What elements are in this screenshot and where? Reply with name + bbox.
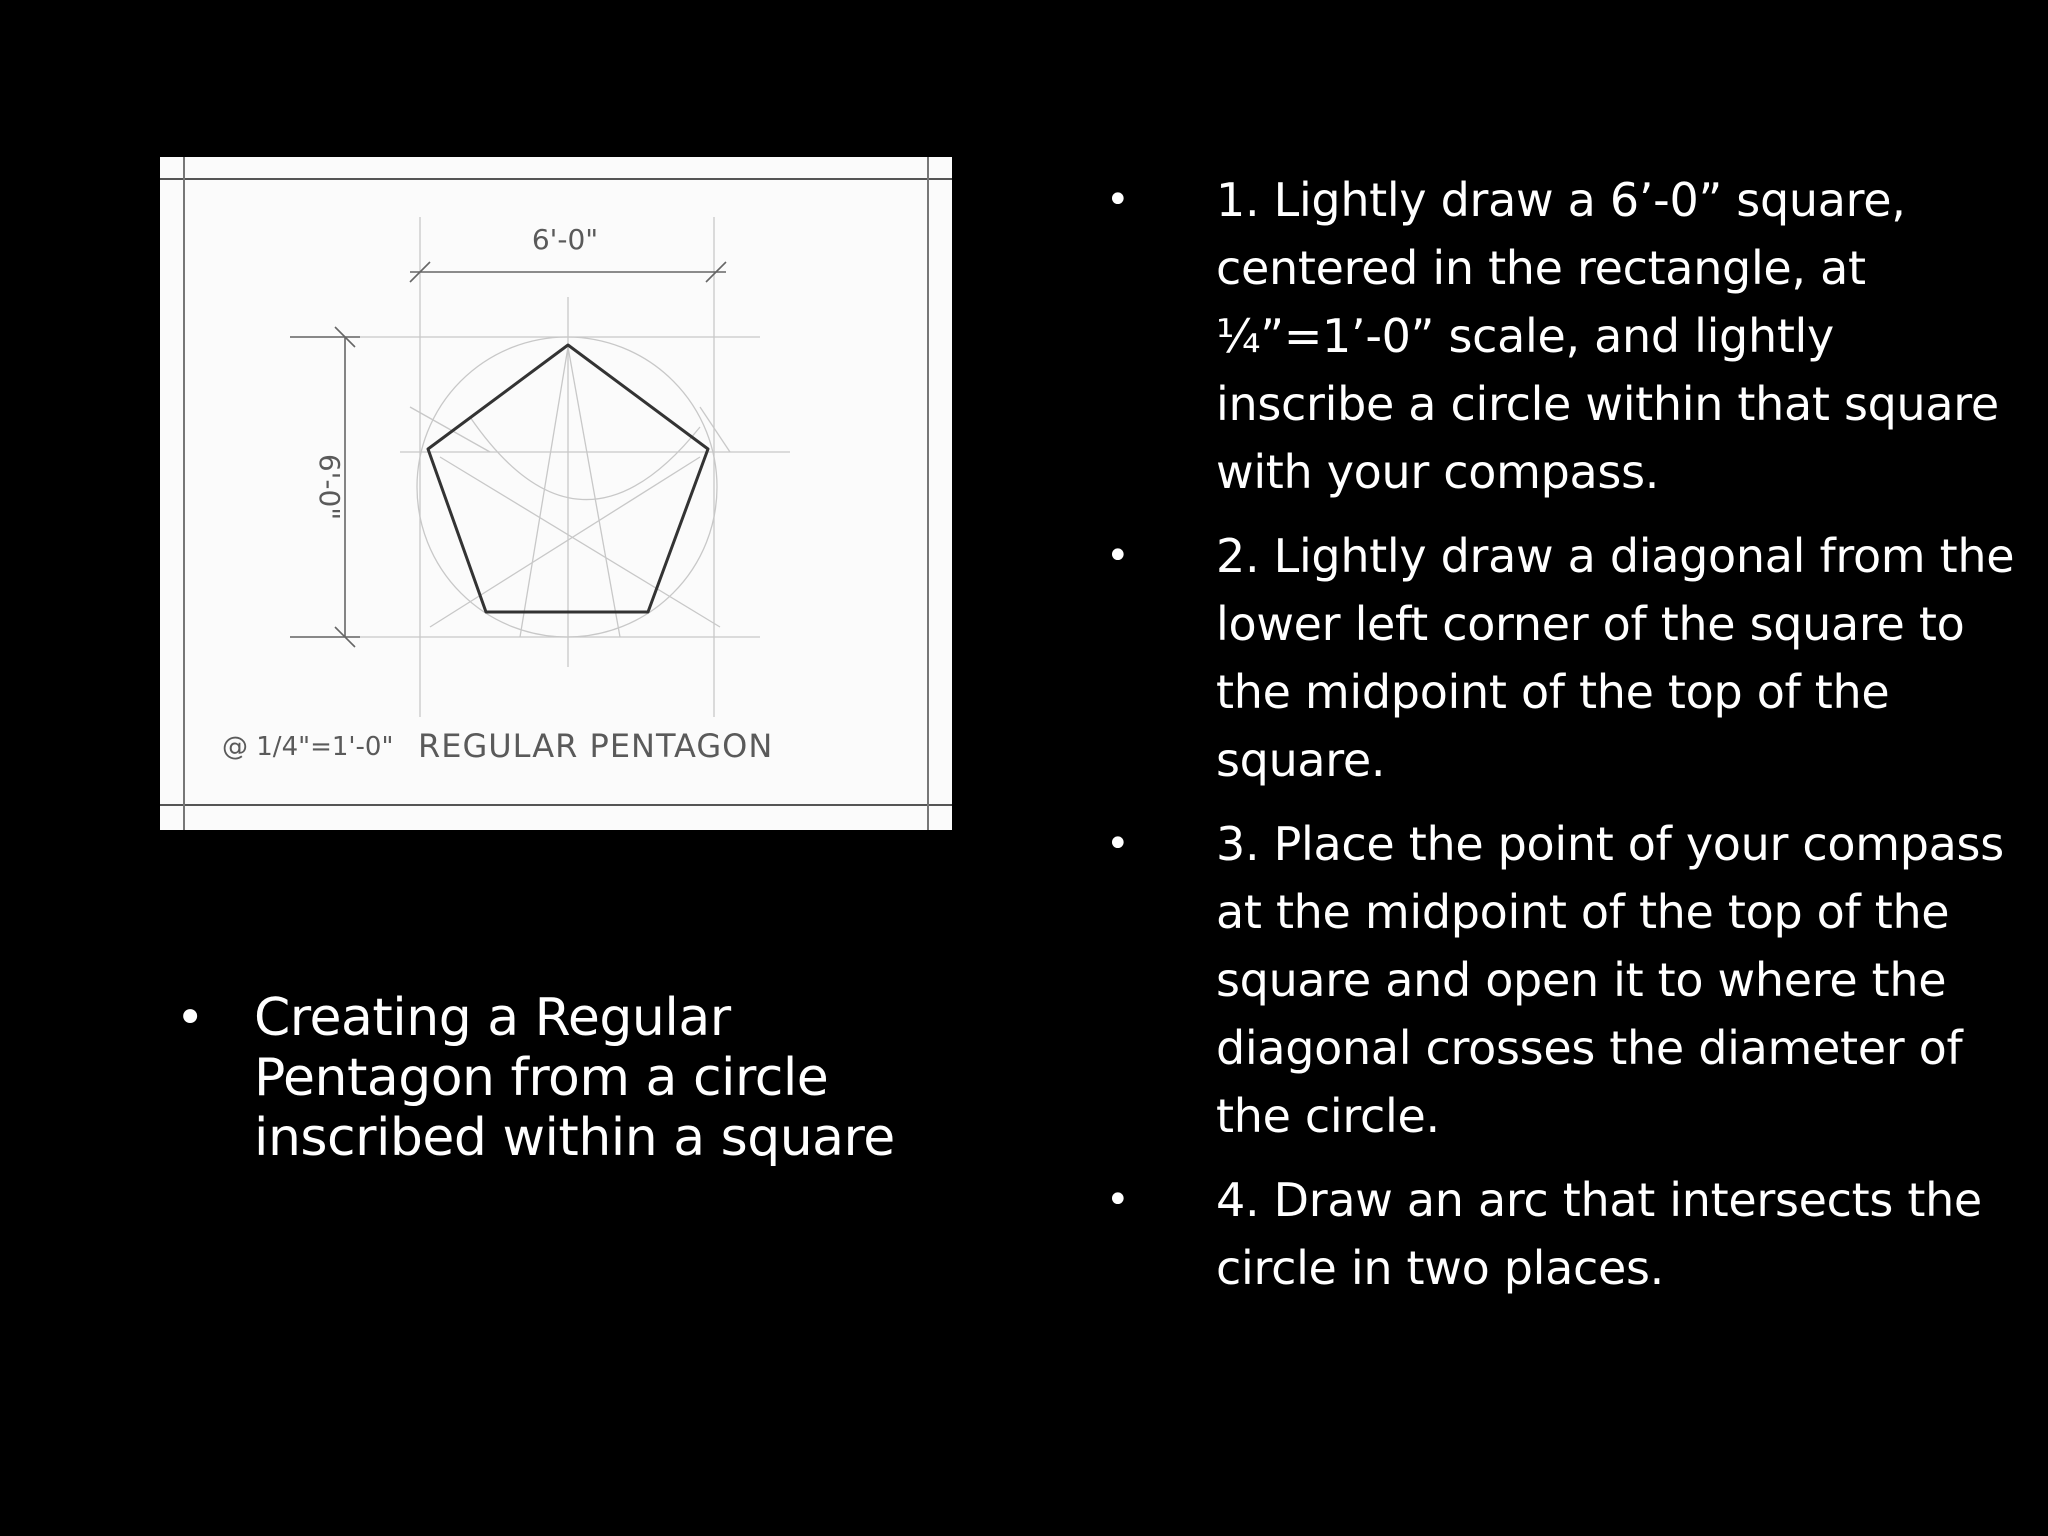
bullet-mark: • xyxy=(1106,821,1130,867)
pentagon-construction-svg xyxy=(160,157,952,830)
caption-text: Creating a Regular Pentagon from a circle inscribed within a square xyxy=(254,988,895,1168)
dimension-side-label: 6'-0" xyxy=(313,453,346,521)
construction-lines xyxy=(290,217,790,717)
dimension-lines xyxy=(290,262,726,647)
bullet-mark: • xyxy=(176,990,205,1046)
bullet-mark: • xyxy=(1106,533,1130,579)
step-text: 1. Lightly draw a 6’-0” square, centered in the rectangle, at ¼”=1’-0” scale, and lightly inscribe a circle within that square with your compass. xyxy=(1216,173,1999,499)
caption-bullet-item xyxy=(176,988,936,1168)
steps-list xyxy=(1100,166,2020,1318)
scale-note: @ 1/4"=1'-0" xyxy=(222,732,394,762)
step-item-1 xyxy=(1100,166,2020,506)
pentagon-drawing-image xyxy=(160,157,952,830)
bullet-mark: • xyxy=(1106,1177,1130,1223)
drawing-label: REGULAR PENTAGON xyxy=(418,727,774,765)
step-item-3 xyxy=(1100,810,2020,1150)
step-item-2 xyxy=(1100,522,2020,794)
step-text: 3. Place the point of your compass at the midpoint of the top of the square and open it to where the diagonal crosses the diameter of the circle. xyxy=(1216,817,2004,1143)
step-text: 2. Lightly draw a diagonal from the lower left corner of the square to the midpoint of the top of the square. xyxy=(1216,529,2015,787)
step-item-4 xyxy=(1100,1166,2020,1302)
dimension-top-label: 6'-0" xyxy=(531,223,599,256)
step-text: 4. Draw an arc that intersects the circle in two places. xyxy=(1216,1173,1982,1295)
bullet-mark: • xyxy=(1106,177,1130,223)
